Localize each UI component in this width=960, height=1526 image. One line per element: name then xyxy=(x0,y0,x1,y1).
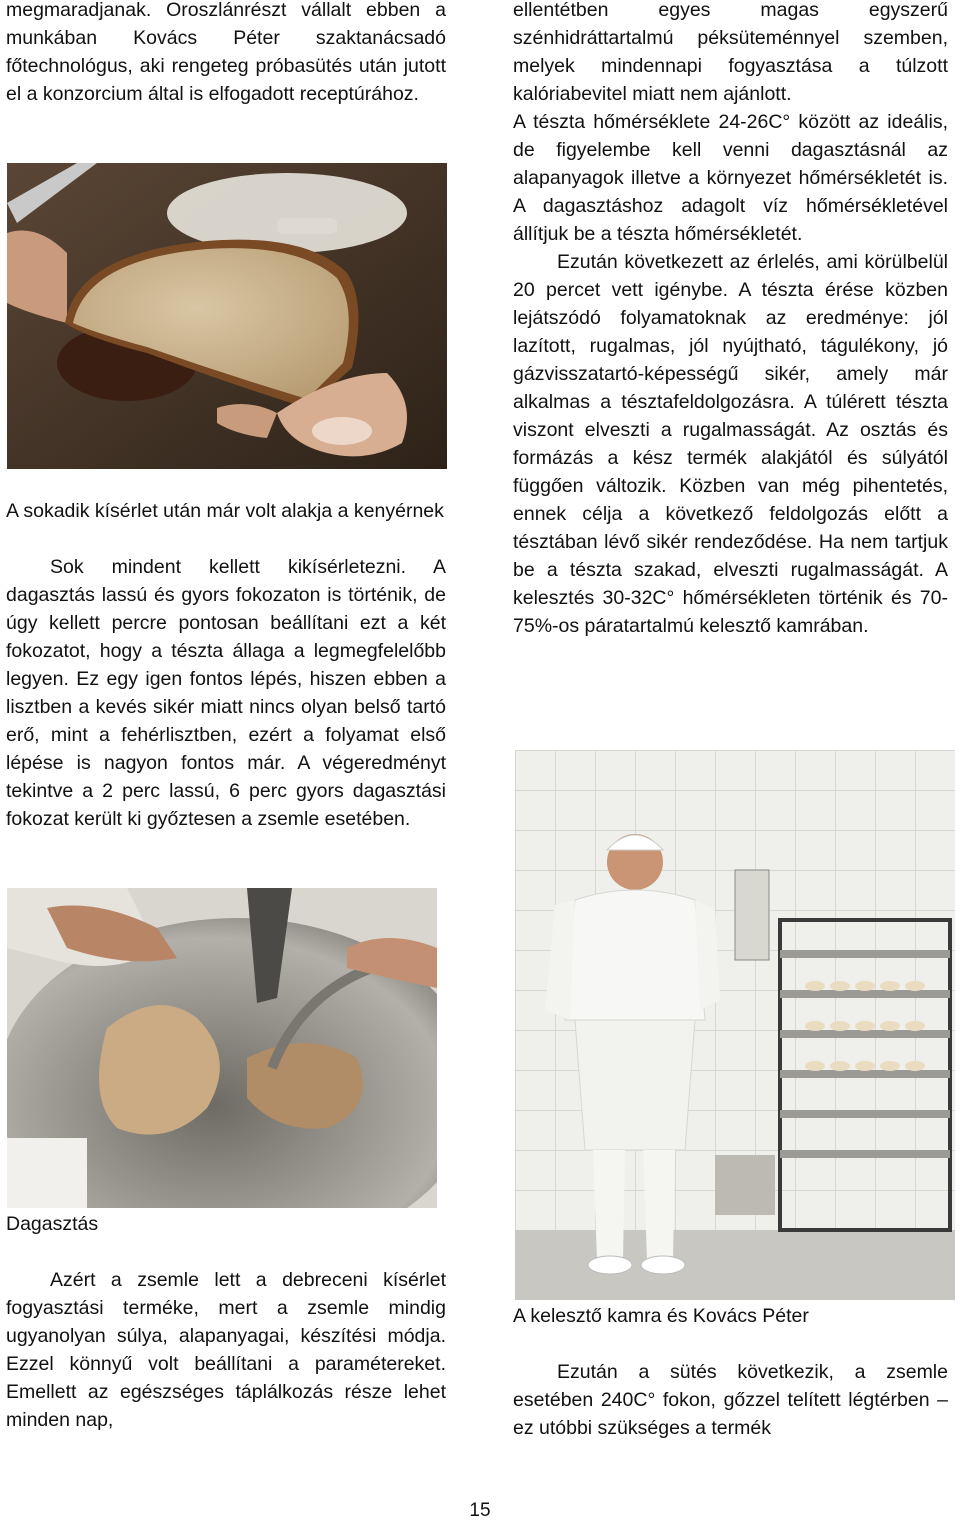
kneading-paragraph: Sok mindent kellett kikísérletezni. A dagasztás lassú és gyors fokozaton is történik, de úgy kellett percre pontosan beállítani ezt a két fokozatot, hogy a tészta állaga a legmegfelelőbb legyen. Ez egy igen fontos lépés, hiszen ebben a lisztben a kevés sikér miatt nincs olyan belső tartó erő, mint a fehérlisztben, ezért a folyamat első lépése is nagyon fontos már. A végeredményt tekintve a 2 perc lassú, 6 perc gyors dagasztási fokozat került ki győztesen a zsemle esetében. xyxy=(6,556,446,830)
kneading-photo xyxy=(7,888,437,1208)
intro-paragraph: megmaradjanak. Oroszlánrészt vállalt ebben a munkában Kovács Péter szaktanácsadó főtechnológus, aki rengeteg próbasütés után jutott el a konzorcium által is elfogadott receptúrához. xyxy=(6,0,446,105)
zsemle-paragraph: Azért a zsemle lett a debreceni kísérlet fogyasztási terméke, mert a zsemle mindig ugyanolyan súlya, alapanyagai, készítési módja. Ezzel könnyű volt beállítani a paramétereket. Emellett az egészséges táplálkozás része lehet minden nap, xyxy=(6,1269,446,1431)
bread-photo xyxy=(7,163,447,469)
bread-illustration xyxy=(7,163,447,469)
temperature-paragraph: A tészta hőmérséklete 24-26C° között az ideális, de figyelembe kell venni dagasztásnál az alapanyagok illetve a környezet hőmérsékletét is. A dagasztáshoz adagolt víz hőmérsékletével állítjuk be a tészta hőmérsékletét. xyxy=(513,111,948,245)
baking-paragraph: Ezután a sütés következik, a zsemle esetében 240C° fokon, gőzzel telített légtérben – ez utóbbi szükséges a termék xyxy=(513,1361,948,1439)
proofing-paragraph: Ezután következett az érlelés, ami körülbelül 20 percet vett igénybe. A tészta érése közben lejátszódó folyamatoknak az eredménye: jól lazított, rugalmas, jól nyújtható, tágulékony, jó gázvisszatartó-képességű sikér, amely már alkalmas a tésztafeldolgozásra. A túlérett tészta viszont elveszti a rugalmasságát. Az osztás és formázás a kész termék alakjától és súlyától függően változik. Közben van még pihentetés, ennek célja a következő feldolgozás előtt a tésztában lévő sikér rendeződése. Ha nem tartjuk be a tészta szakad, elveszti rugalmasságát. A kelesztés 30-32C° hőmérsékleten történik és 70-75%-os páratartalmú kelesztő kamrában. xyxy=(513,251,948,637)
page-number: 15 xyxy=(469,1500,491,1521)
left-para1-block xyxy=(6,553,446,833)
proofing-chamber-photo xyxy=(515,750,955,1300)
left-column xyxy=(6,0,446,108)
proofing-chamber-illustration xyxy=(515,750,955,1300)
right-para4-block xyxy=(513,1358,948,1442)
right-para1: ellentétben egyes magas egyszerű szénhidráttartalmú péksüteménnyel szemben, melyek mindennapi fogyasztása a túlzott kalóriabevitel miatt nem ajánlott. xyxy=(513,0,948,105)
right-column xyxy=(513,0,948,640)
proofing-photo-caption: A kelesztő kamra és Kovács Péter xyxy=(513,1305,809,1327)
kneading-illustration xyxy=(7,888,437,1208)
bread-photo-caption: A sokadik kísérlet után már volt alakja a kenyérnek xyxy=(6,500,444,522)
kneading-photo-caption: Dagasztás xyxy=(6,1213,99,1235)
left-para2-block xyxy=(6,1266,446,1434)
